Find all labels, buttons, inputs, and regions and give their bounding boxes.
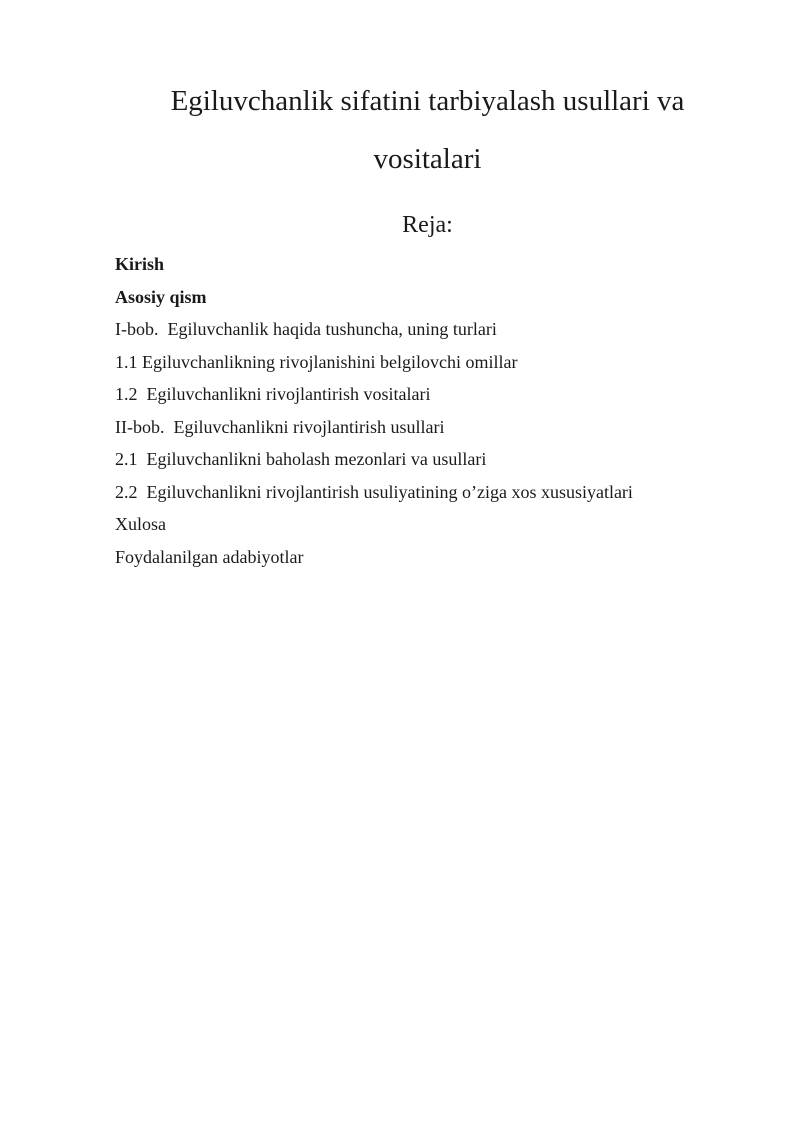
- plan-heading: Reja:: [402, 212, 453, 238]
- toc-item-section-2-2: 2.2 Egiluvchanlikni rivojlantirish usuliyatining o’ziga xos xususiyatlari: [115, 481, 633, 502]
- toc-item-main-part: Asosiy qism: [115, 286, 207, 307]
- toc-item-conclusion: Xulosa: [115, 514, 166, 534]
- title-line-2: vositalari: [373, 143, 482, 175]
- toc-item-chapter-2: II-bob. Egiluvchanlikni rivojlantirish usullari: [115, 416, 445, 437]
- toc-item-section-1-1: 1.1 Egiluvchanlikning rivojlanishini belgilovchi omillar: [115, 351, 518, 372]
- title-line-1: Egiluvchanlik sifatini tarbiyalash usullari va: [170, 85, 685, 117]
- toc-item-chapter-1: I-bob. Egiluvchanlik haqida tushuncha, uning turlari: [115, 319, 497, 339]
- table-of-contents: [115, 248, 755, 573]
- toc-item-references: Foydalanilgan adabiyotlar: [115, 546, 304, 567]
- document-title: [115, 72, 740, 188]
- toc-item-section-1-2: 1.2 Egiluvchanlikni rivojlantirish vositalari: [115, 384, 431, 404]
- toc-item-section-2-1: 2.1 Egiluvchanlikni baholash mezonlari va usullari: [115, 449, 487, 469]
- toc-item-introduction: Kirish: [115, 254, 165, 274]
